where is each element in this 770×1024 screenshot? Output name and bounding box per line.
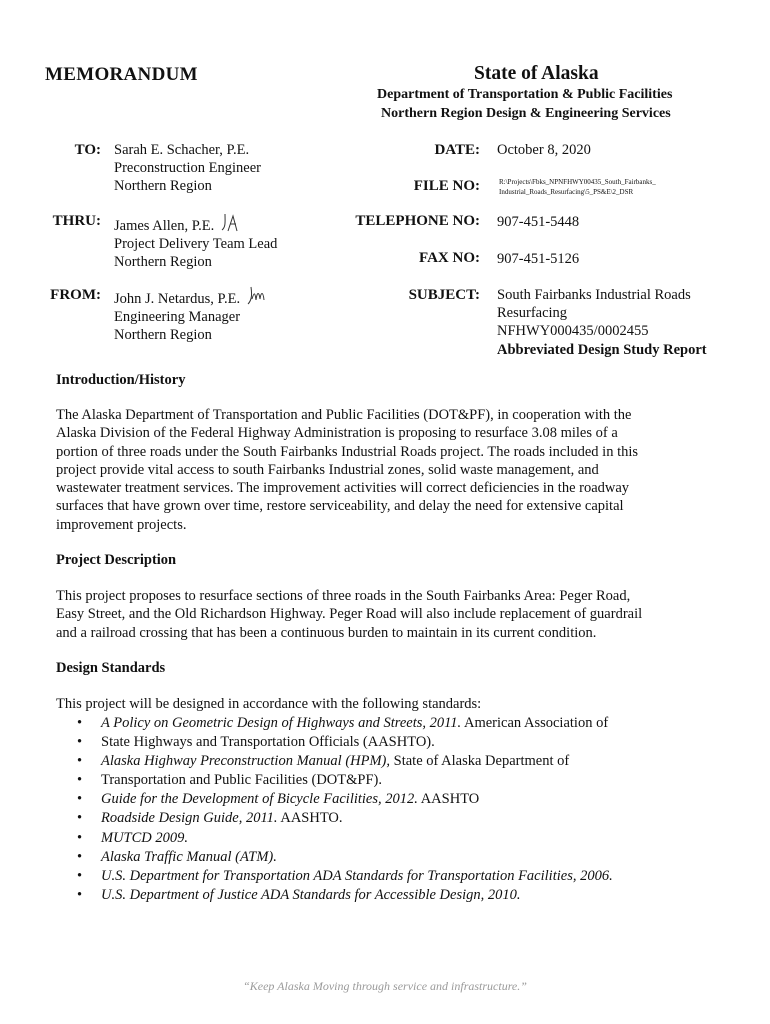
project-paragraph	[56, 587, 696, 642]
list-item: • U.S. Department of Justice ADA Standards for Accessible Design, 2010.	[56, 886, 613, 905]
intro-line: improvement projects.	[56, 516, 187, 533]
date-label: DATE:	[434, 142, 480, 158]
from-name: John J. Netardus, P.E.	[114, 291, 241, 307]
thru-label: THRU:	[52, 213, 101, 229]
list-item: • Alaska Traffic Manual (ATM).	[56, 848, 613, 867]
file-path-line-2: Industrial_Roads_Resurfacing\5_PS&E\2_DSR	[499, 187, 634, 196]
from-block	[114, 286, 266, 345]
file-no-value	[499, 178, 656, 197]
intro-line: Alaska Division of the Federal Highway Administration is proposing to resurface 3.08 miles of a	[56, 425, 618, 442]
intro-line: portion of three roads under the South Fairbanks Industrial Roads project. The roads included in this	[56, 443, 639, 460]
to-label: TO:	[74, 142, 101, 158]
to-block	[114, 141, 261, 196]
project-line: and a railroad crossing that has been a continuous burden to maintain in its current condition.	[56, 624, 597, 641]
from-initials-signature	[246, 286, 266, 306]
to-title: Preconstruction Engineer	[114, 160, 261, 177]
list-item: • Guide for the Development of Bicycle Facilities, 2012. AASHTO	[56, 790, 613, 809]
subject-line-1: South Fairbanks Industrial Roads	[497, 287, 691, 303]
thru-name-line	[114, 213, 277, 235]
project-heading: Project Description	[56, 552, 177, 568]
subject-label: SUBJECT:	[408, 287, 480, 303]
department-name: Department of Transportation & Public Facilities	[377, 87, 673, 102]
standards-list	[56, 714, 613, 905]
intro-line: wastewater treatment services. The improvement activities will correct deficiencies in the roadway	[56, 480, 630, 497]
intro-heading: Introduction/History	[56, 372, 186, 388]
from-label: FROM:	[50, 287, 101, 303]
thru-name: James Allen, P.E.	[114, 218, 215, 234]
date-value: October 8, 2020	[497, 142, 591, 158]
fax-label: FAX NO:	[419, 250, 480, 266]
list-item: • Roadside Design Guide, 2011. AASHTO.	[56, 809, 613, 828]
file-path-line-1: R:\Projects\Fbks_NPNFHWY00435_South_Fairbanks_	[499, 178, 656, 186]
from-region: Northern Region	[114, 327, 212, 344]
intro-line: project provide vital access to south Fairbanks Industrial zones, solid waste management, and	[56, 461, 599, 478]
list-item: • A Policy on Geometric Design of Highways and Streets, 2011. American Association of	[56, 714, 613, 733]
footer-slogan: “Keep Alaska Moving through service and infrastructure.”	[243, 979, 527, 993]
project-line: Easy Street, and the Old Richardson Highway. Peger Road will also include replacement of guardrail	[56, 606, 643, 623]
to-name: Sarah E. Schacher, P.E.	[114, 142, 250, 158]
list-item: • MUTCD 2009.	[56, 829, 613, 848]
division-name: Northern Region Design & Engineering Services	[381, 106, 671, 121]
state-name: State of Alaska	[474, 63, 599, 84]
list-item: • Alaska Highway Preconstruction Manual (HPM), State of Alaska Department of	[56, 752, 613, 771]
from-title: Engineering Manager	[114, 309, 241, 326]
list-item: • State Highways and Transportation Officials (AASHTO).	[56, 733, 613, 752]
intro-line: The Alaska Department of Transportation and Public Facilities (DOT&PF), in cooperation with the	[56, 407, 632, 423]
list-item: • Transportation and Public Facilities (DOT&PF).	[56, 771, 613, 790]
thru-title: Project Delivery Team Lead	[114, 236, 278, 253]
project-line: This project proposes to resurface sections of three roads in the South Fairbanks Area: Peger Road,	[56, 588, 631, 604]
thru-initials-signature	[220, 213, 240, 233]
subject-line-2: Resurfacing	[497, 305, 568, 322]
list-item: • U.S. Department for Transportation ADA Standards for Transportation Facilities, 2006.	[56, 867, 613, 886]
memo-title: MEMORANDUM	[45, 64, 198, 85]
file-no-label: FILE NO:	[413, 178, 480, 194]
subject-value	[497, 286, 707, 359]
from-name-line	[114, 286, 266, 308]
to-region: Northern Region	[114, 178, 212, 195]
telephone-value: 907-451-5448	[497, 214, 580, 230]
subject-line-3: NFHWY000435/0002455	[497, 323, 649, 340]
thru-region: Northern Region	[114, 254, 212, 271]
telephone-label: TELEPHONE NO:	[355, 213, 480, 229]
design-intro: This project will be designed in accordance with the following standards:	[56, 696, 482, 712]
subject-report-title: Abbreviated Design Study Report	[497, 341, 707, 358]
intro-line: surfaces that have grown over time, restore serviceability, and delay the need for extensive capital	[56, 498, 624, 515]
thru-block	[114, 213, 277, 272]
fax-value: 907-451-5126	[497, 251, 580, 267]
intro-paragraph	[56, 406, 696, 534]
design-heading: Design Standards	[56, 660, 166, 676]
